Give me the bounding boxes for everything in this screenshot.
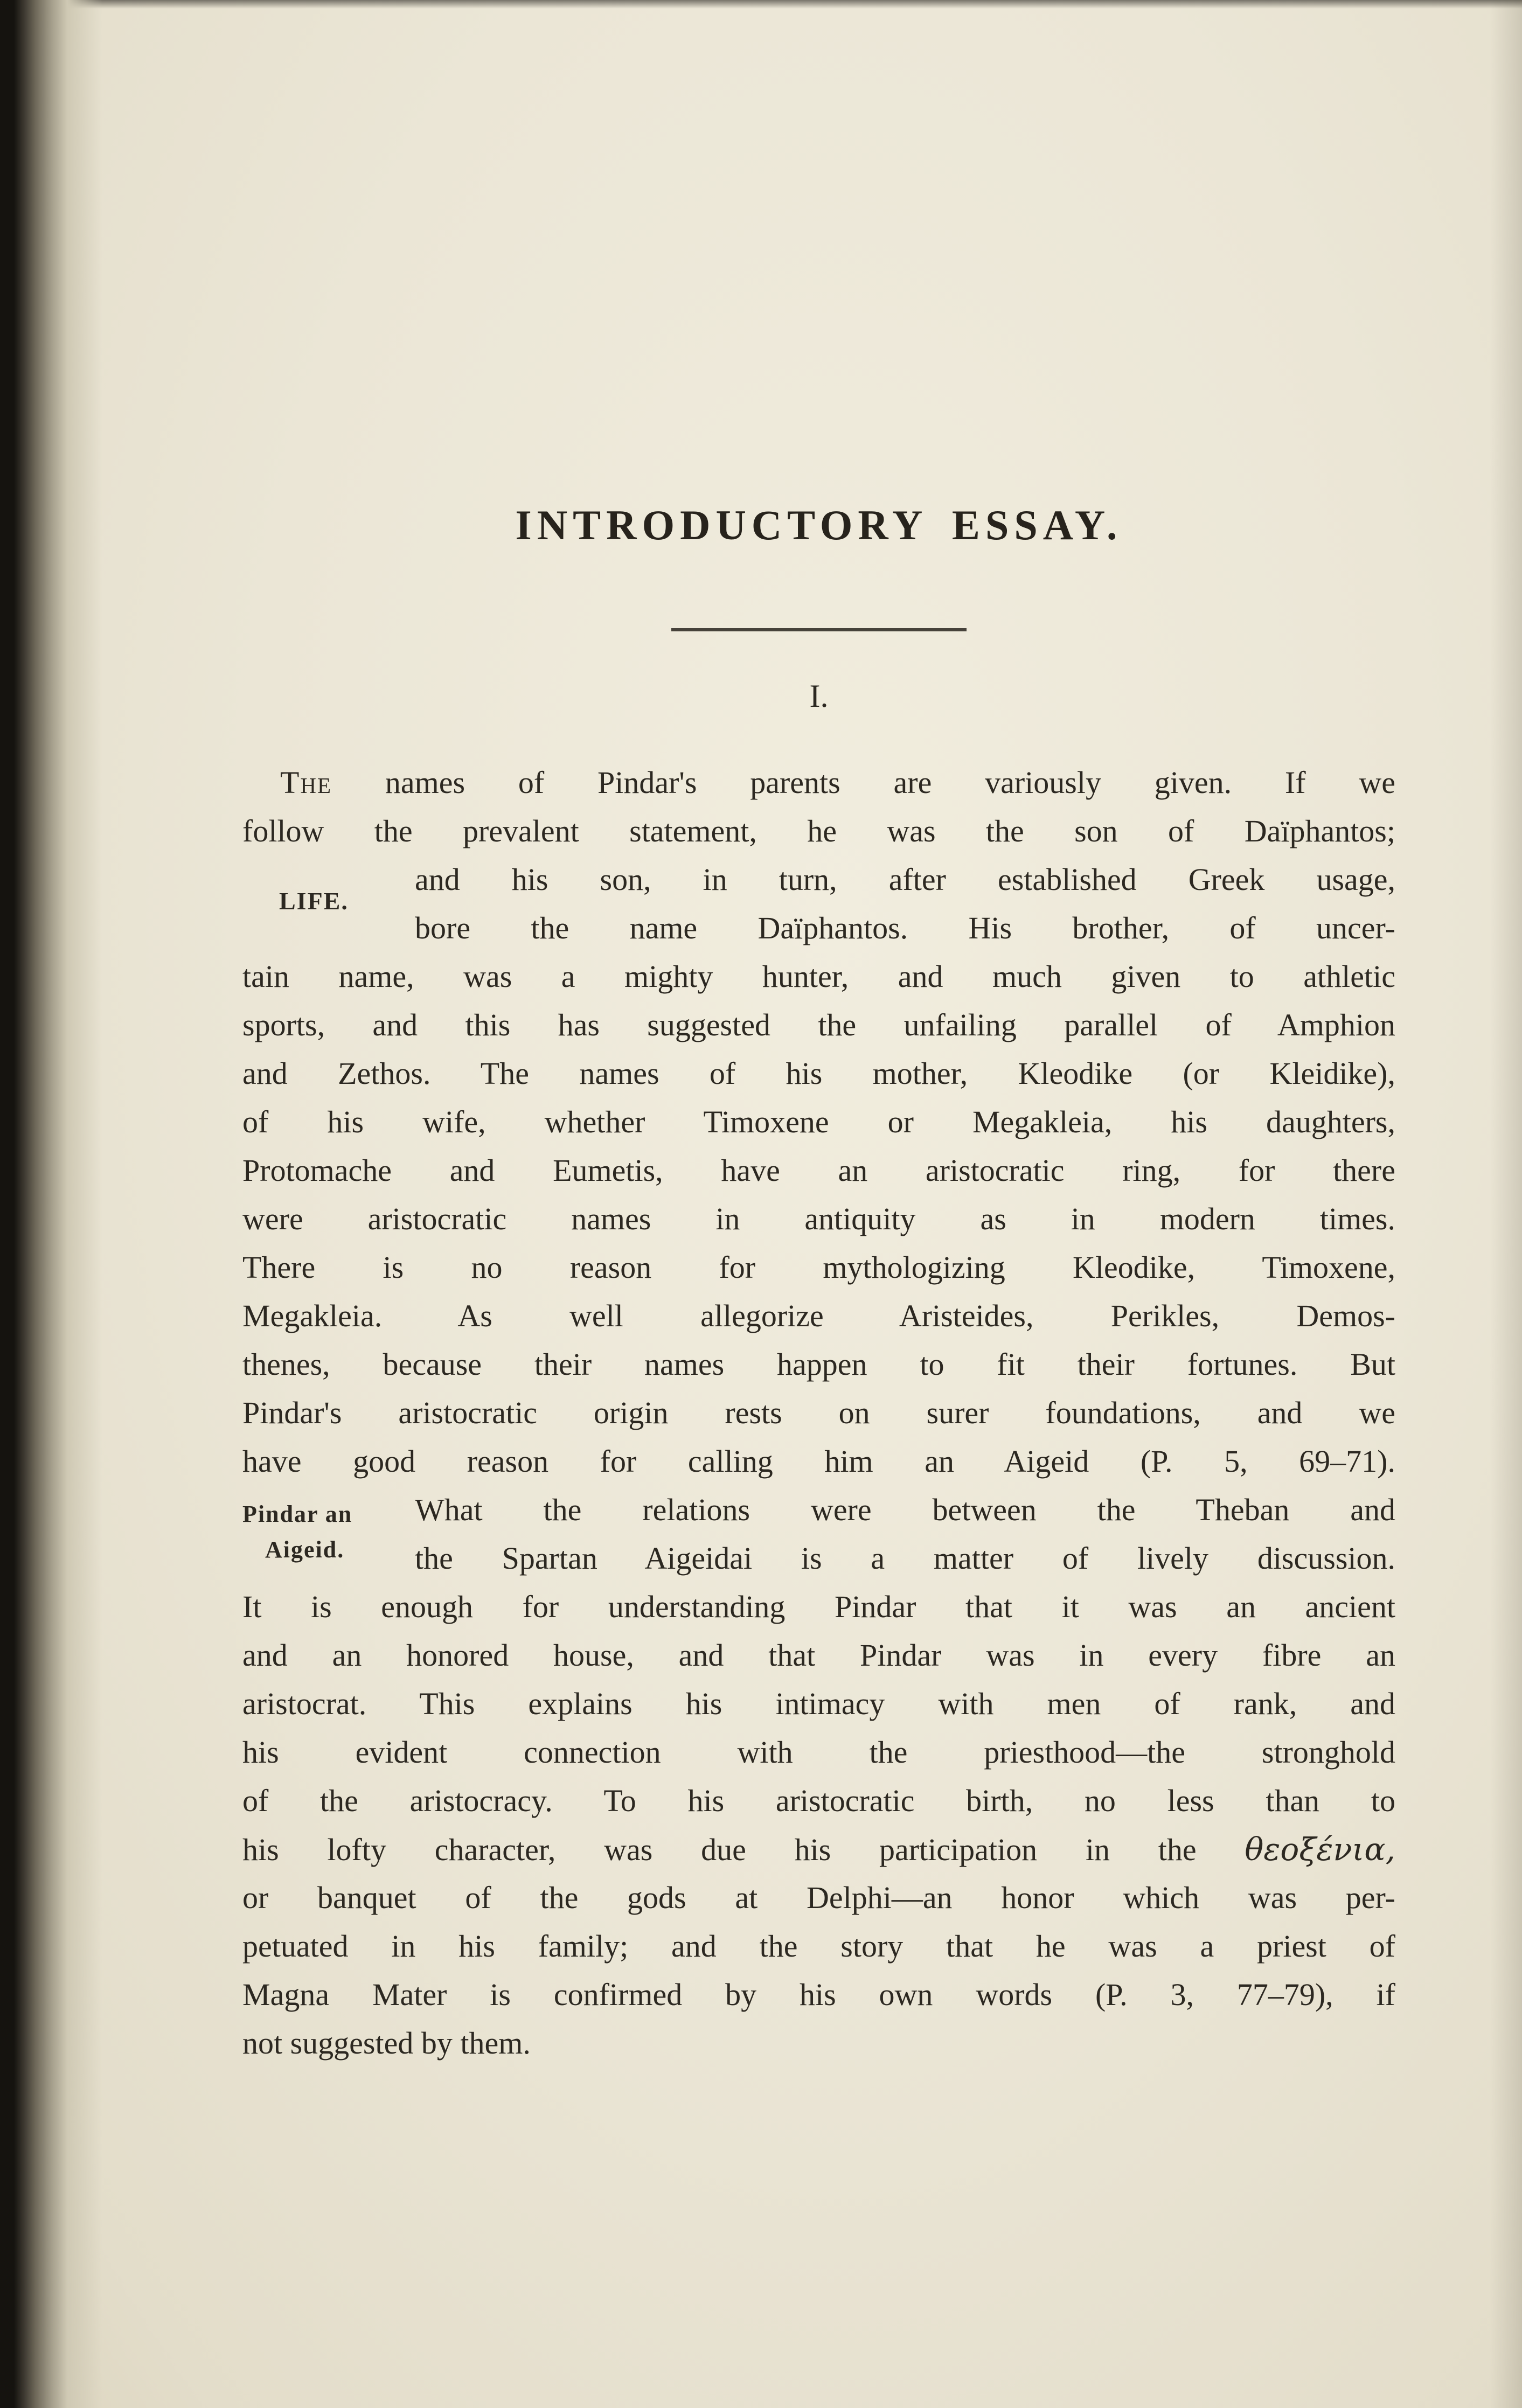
body-line: thenes, because their names happen to fit their fortunes. But [242, 1347, 1395, 1382]
body-text [242, 758, 1395, 2068]
body-line [242, 1825, 1395, 1874]
body-line: There is no reason for mythologizing Kleodike, Timoxene, [242, 1250, 1395, 1285]
body-line: Megakleia. As well allegorize Aristeides, Perikles, Demos- [242, 1298, 1395, 1333]
body-line: It is enough for understanding Pindar that it was an ancient [242, 1589, 1395, 1624]
body-line [242, 758, 1395, 807]
body-line-text: his lofty character, was due his participation in the [242, 1832, 1245, 1867]
body-line: What the relations were between the Theban and [415, 1492, 1395, 1527]
body-line: and Zethos. The names of his mother, Kleodike (or Kleidike), [242, 1056, 1395, 1091]
book-gutter-shadow [0, 0, 102, 2408]
body-line-text: names of Pindar's parents are variously given. If we [332, 765, 1395, 800]
margin-note-column [242, 1486, 415, 1583]
body-line: and his son, in turn, after established Greek usage, [415, 862, 1395, 897]
body-line: sports, and this has suggested the unfailing parallel of Amphion [242, 1007, 1395, 1042]
body-line: of his wife, whether Timoxene or Megakleia, his daughters, [242, 1104, 1395, 1139]
page-title: INTRODUCTORY ESSAY. [515, 502, 1123, 548]
cutin-row-life [242, 855, 1395, 952]
leading-small-caps: The [280, 765, 332, 800]
sidenote-aigeid-line2: Aigeid. [265, 1536, 345, 1563]
body-line: the Spartan Aigeidai is a matter of lively discussion. [415, 1541, 1395, 1576]
body-line: were aristocratic names in antiquity as in modern times. [242, 1201, 1395, 1236]
sidenote-aigeid-line1: Pindar an [242, 1501, 353, 1527]
body-line: aristocrat. This explains his intimacy with men of rank, and [242, 1686, 1395, 1721]
section-number: I. [809, 678, 829, 714]
margin-note-column [242, 855, 415, 952]
body-line: not suggested by them. [242, 2026, 531, 2061]
body-line: of the aristocracy. To his aristocratic birth, no less than to [242, 1783, 1395, 1818]
page-right-edge-shadow [1490, 0, 1522, 2408]
body-line: Magna Mater is confirmed by his own words (P. 3, 77–79), if [242, 1977, 1395, 2012]
greek-word: θεοξένια, [1245, 1831, 1395, 1868]
cutin-text-column [415, 855, 1395, 952]
title-divider-rule [671, 628, 967, 631]
cutin-text-column [415, 1486, 1395, 1583]
body-line: have good reason for calling him an Aigeid (P. 5, 69–71). [242, 1444, 1395, 1479]
body-line: petuated in his family; and the story that he was a priest of [242, 1929, 1395, 1964]
body-line: follow the prevalent statement, he was the son of Daïphantos; [242, 813, 1395, 848]
body-line: Protomache and Eumetis, have an aristocratic ring, for there [242, 1153, 1395, 1188]
body-line: or banquet of the gods at Delphi—an honor which was per- [242, 1880, 1395, 1915]
cutin-row-aigeid [242, 1486, 1395, 1583]
body-line: his evident connection with the priesthood—the stronghold [242, 1735, 1395, 1770]
body-line: bore the name Daïphantos. His brother, of uncer- [415, 910, 1395, 945]
body-line: Pindar's aristocratic origin rests on surer foundations, and we [242, 1395, 1395, 1430]
page-top-edge-shadow [0, 0, 1522, 9]
body-line: tain name, was a mighty hunter, and much given to athletic [242, 959, 1395, 994]
body-line: and an honored house, and that Pindar was in every fibre an [242, 1638, 1395, 1673]
sidenote-life: LIFE. [279, 887, 349, 915]
